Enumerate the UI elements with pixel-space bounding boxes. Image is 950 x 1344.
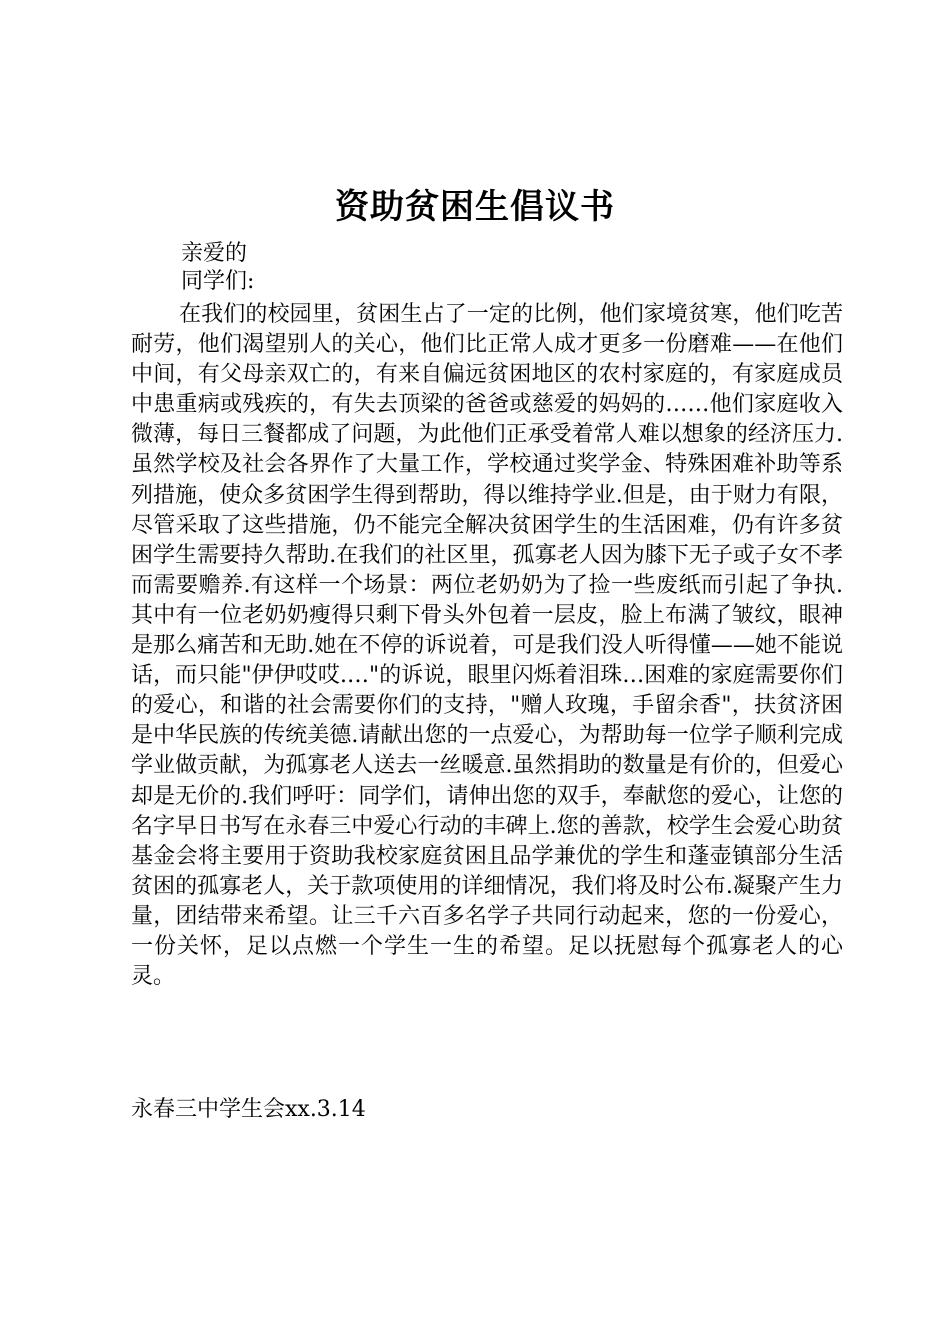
body-paragraph: 在我们的校园里，贫困生占了一定的比例，他们家境贫寒，他们吃苦耐劳，他们渴望别人的关心，他们比正常人成才更多一份磨难——在他们中间，有父母亲双亡的，有来自偏远贫困地区的农村家庭的，有家庭成员中患重病或残疾的，有失去顶梁的爸爸或慈爱的妈妈的……他们家庭收入微薄，每日三餐都成了问题，为此他们正承受着常人难以想象的经济压力.虽然学校及社会各界作了大量工作，学校通过奖学金、特殊困难补助等系列措施，使众多贫困学生得到帮助，得以维持学业.但是，由于财力有限，尽管采取了这些措施，仍不能完全解决贫困学生的生活困难，仍有许多贫困学生需要持久帮助.在我们的社区里，孤寡老人因为膝下无子或子女不孝而需要赡养.有这样一个场景：两位老奶奶为了捡一些废纸而引起了争执.其中有一位老奶奶瘦得只剩下骨头外包着一层皮，脸上布满了皱纹，眼神是那么痛苦和无助.她在不停的诉说着，可是我们没人听得懂——她不能说话，而只能"伊伊哎哎.…"的诉说，眼里闪烁着泪珠…困难的家庭需要你们的爱心，和谐的社会需要你们的支持，"赠人玫瑰，手留余香"，扶贫济困是中华民族的传统美德.请献出您的一点爱心，为帮助每一位学子顺利完成学业做贡献，为孤寡老人送去一丝暖意.虽然捐助的数量是有价的，但爱心却是无价的.我们呼吁：同学们，请伸出您的双手，奉献您的爱心，让您的名字早日书写在永春三中爱心行动的丰碑上.您的善款，校学生会爱心助贫基金会将主要用于资助我校家庭贫困且品学兼优的学生和蓬壶镇部分生活贫困的孤寡老人，关于款项使用的详细情况，我们将及时公布.凝聚产生力量，团结带来希望。让三千六百多名学子共同行动起来，您的一份爱心，一份关怀，足以点燃一个学生一生的希望。足以抚慰每个孤寡老人的心灵。 xyxy=(131,302,843,990)
document-title: 资助贫困生倡议书 xyxy=(335,187,615,227)
salutation-line-2: 同学们: xyxy=(181,269,255,294)
signature-line: 永春三中学生会xx.3.14 xyxy=(131,1097,366,1122)
salutation-line-1: 亲爱的 xyxy=(181,241,248,266)
